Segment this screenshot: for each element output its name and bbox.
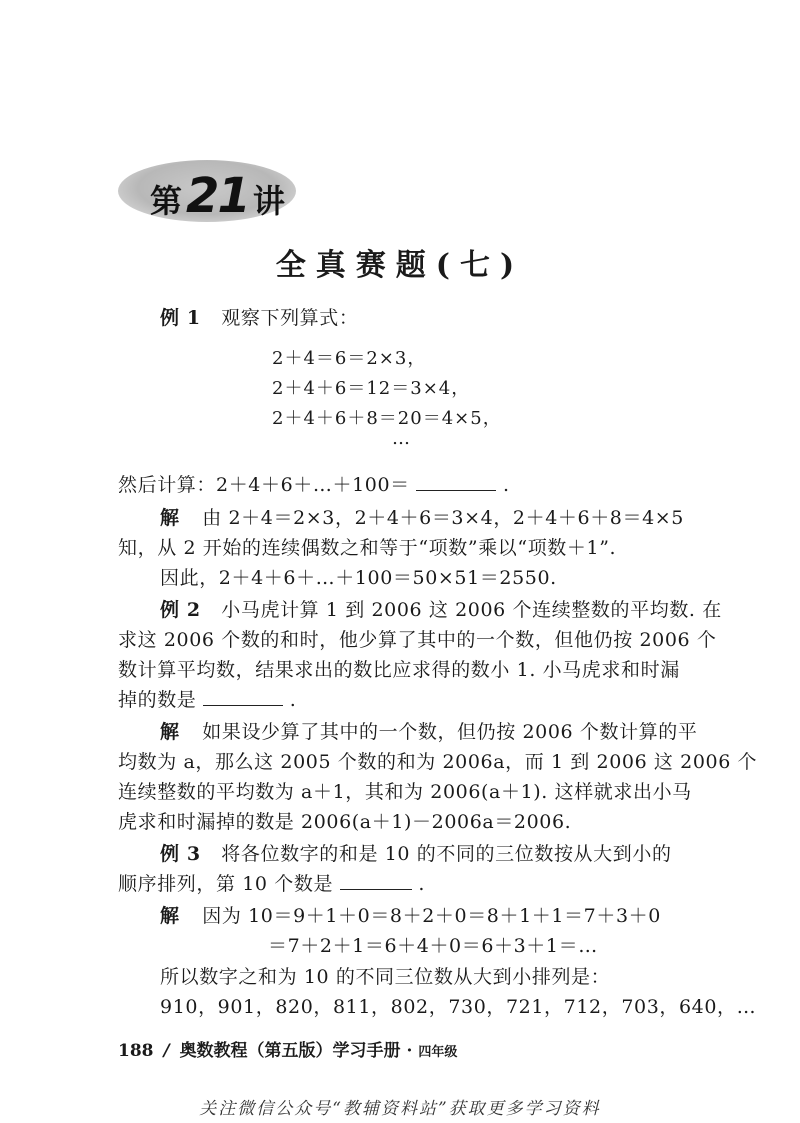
book-title: 奥数教程（第五版）学习手册 [179, 1041, 401, 1061]
ex2-solution-line4: 虎求和时漏掉的数是 2006(a＋1)－2006a＝2006. [118, 811, 572, 833]
page-title: 全真赛题(七) [275, 248, 525, 283]
ex1-question-end: . [503, 474, 510, 496]
ex3-line2 [118, 869, 425, 896]
page-footer [118, 1036, 457, 1061]
ex1-solution-line3: 因此，2＋4＋6＋…＋100＝50×51＝2550. [160, 567, 557, 589]
watermark-banner: 关注微信公众号“教辅资料站”获取更多学习资料 [199, 1099, 601, 1119]
footer-dot: · [406, 1041, 413, 1061]
ex1-solution-line2: 知，从 2 开始的连续偶数之和等于“项数”乘以“项数＋1”. [118, 537, 617, 559]
ex3-line2-end: . [418, 873, 425, 895]
ex2-solution-label: 解 [160, 721, 180, 743]
ex2-solution-text1: 如果设少算了其中的一个数，但仍按 2006 个数计算的平 [202, 721, 698, 743]
ex2-label: 例 2 [160, 599, 201, 621]
ex3-answer-blank [340, 871, 412, 890]
ex2-line4-end: . [289, 689, 297, 711]
ex3-text2: 顺序排列，第 10 个数是 [118, 873, 334, 895]
lesson-prefix: 第 [150, 182, 183, 220]
ex1-solution-label: 解 [160, 507, 180, 529]
page-number: 188 [118, 1041, 154, 1061]
ex3-solution-text1: 因为 10＝9＋1＋0＝8＋2＋0＝8＋1＋1＝7＋3＋0 [202, 905, 661, 927]
ex1-question [118, 470, 510, 497]
ex1-intro-line [160, 303, 358, 330]
ex3-solution-label: 解 [160, 905, 180, 927]
ex1-answer-blank [416, 472, 496, 491]
ex2-line1 [160, 595, 722, 622]
ex3-solution-line1 [160, 901, 661, 928]
grade-label: 四年级 [418, 1045, 458, 1060]
lesson-badge [150, 168, 285, 224]
ex1-eq3: 2＋4＋6＋8＝20＝4×5， [272, 408, 502, 429]
ex3-text1: 将各位数字的和是 10 的不同的三位数按从大到小的 [221, 843, 672, 865]
ex2-text4: 掉的数是 [118, 689, 197, 711]
ex2-solution-line1 [160, 717, 697, 744]
ex1-solution-line1 [160, 503, 684, 530]
ex1-label: 例 1 [160, 307, 201, 329]
ex1-eq2: 2＋4＋6＝12＝3×4， [272, 378, 471, 399]
ex1-question-text: 然后计算：2＋4＋6＋…＋100＝ [118, 474, 410, 496]
ex1-eq1: 2＋4＝6＝2×3， [272, 348, 427, 369]
footer-slash: / [163, 1041, 170, 1061]
ex3-solution-line3: 所以数字之和为 10 的不同三位数从大到小排列是： [160, 966, 611, 988]
ex1-solution-text1: 由 2＋4＝2×3，2＋4＋6＝3×4，2＋4＋6＋8＝4×5 [202, 507, 684, 529]
ex2-line3: 数计算平均数，结果求出的数比应求得的数小 1. 小马虎求和时漏 [118, 659, 680, 681]
lesson-number: 21 [186, 168, 249, 224]
ex1-intro: 观察下列算式： [221, 307, 359, 329]
ex2-solution-line3: 连续整数的平均数为 a＋1，其和为 2006(a＋1). 这样就求出小马 [118, 781, 692, 803]
ex1-dots: … [392, 428, 411, 449]
lesson-suffix: 讲 [252, 182, 285, 220]
ex2-answer-blank [203, 687, 283, 706]
ex2-solution-line2: 均数为 a，那么这 2005 个数的和为 2006a，而 1 到 2006 这 2006 个 [118, 751, 758, 773]
ex3-solution-line4: 910，901，820，811，802，730，721，712，703，640，… [160, 996, 757, 1018]
ex2-text1: 小马虎计算 1 到 2006 这 2006 个连续整数的平均数. 在 [221, 599, 722, 621]
ex2-line2: 求这 2006 个数的和时，他少算了其中的一个数，但他仍按 2006 个 [118, 629, 717, 651]
ex3-label: 例 3 [160, 843, 201, 865]
ex3-solution-line2: ＝7＋2＋1＝6＋4＋0＝6＋3＋1＝… [268, 935, 598, 957]
ex3-line1 [160, 839, 672, 866]
ex2-line4 [118, 685, 296, 712]
